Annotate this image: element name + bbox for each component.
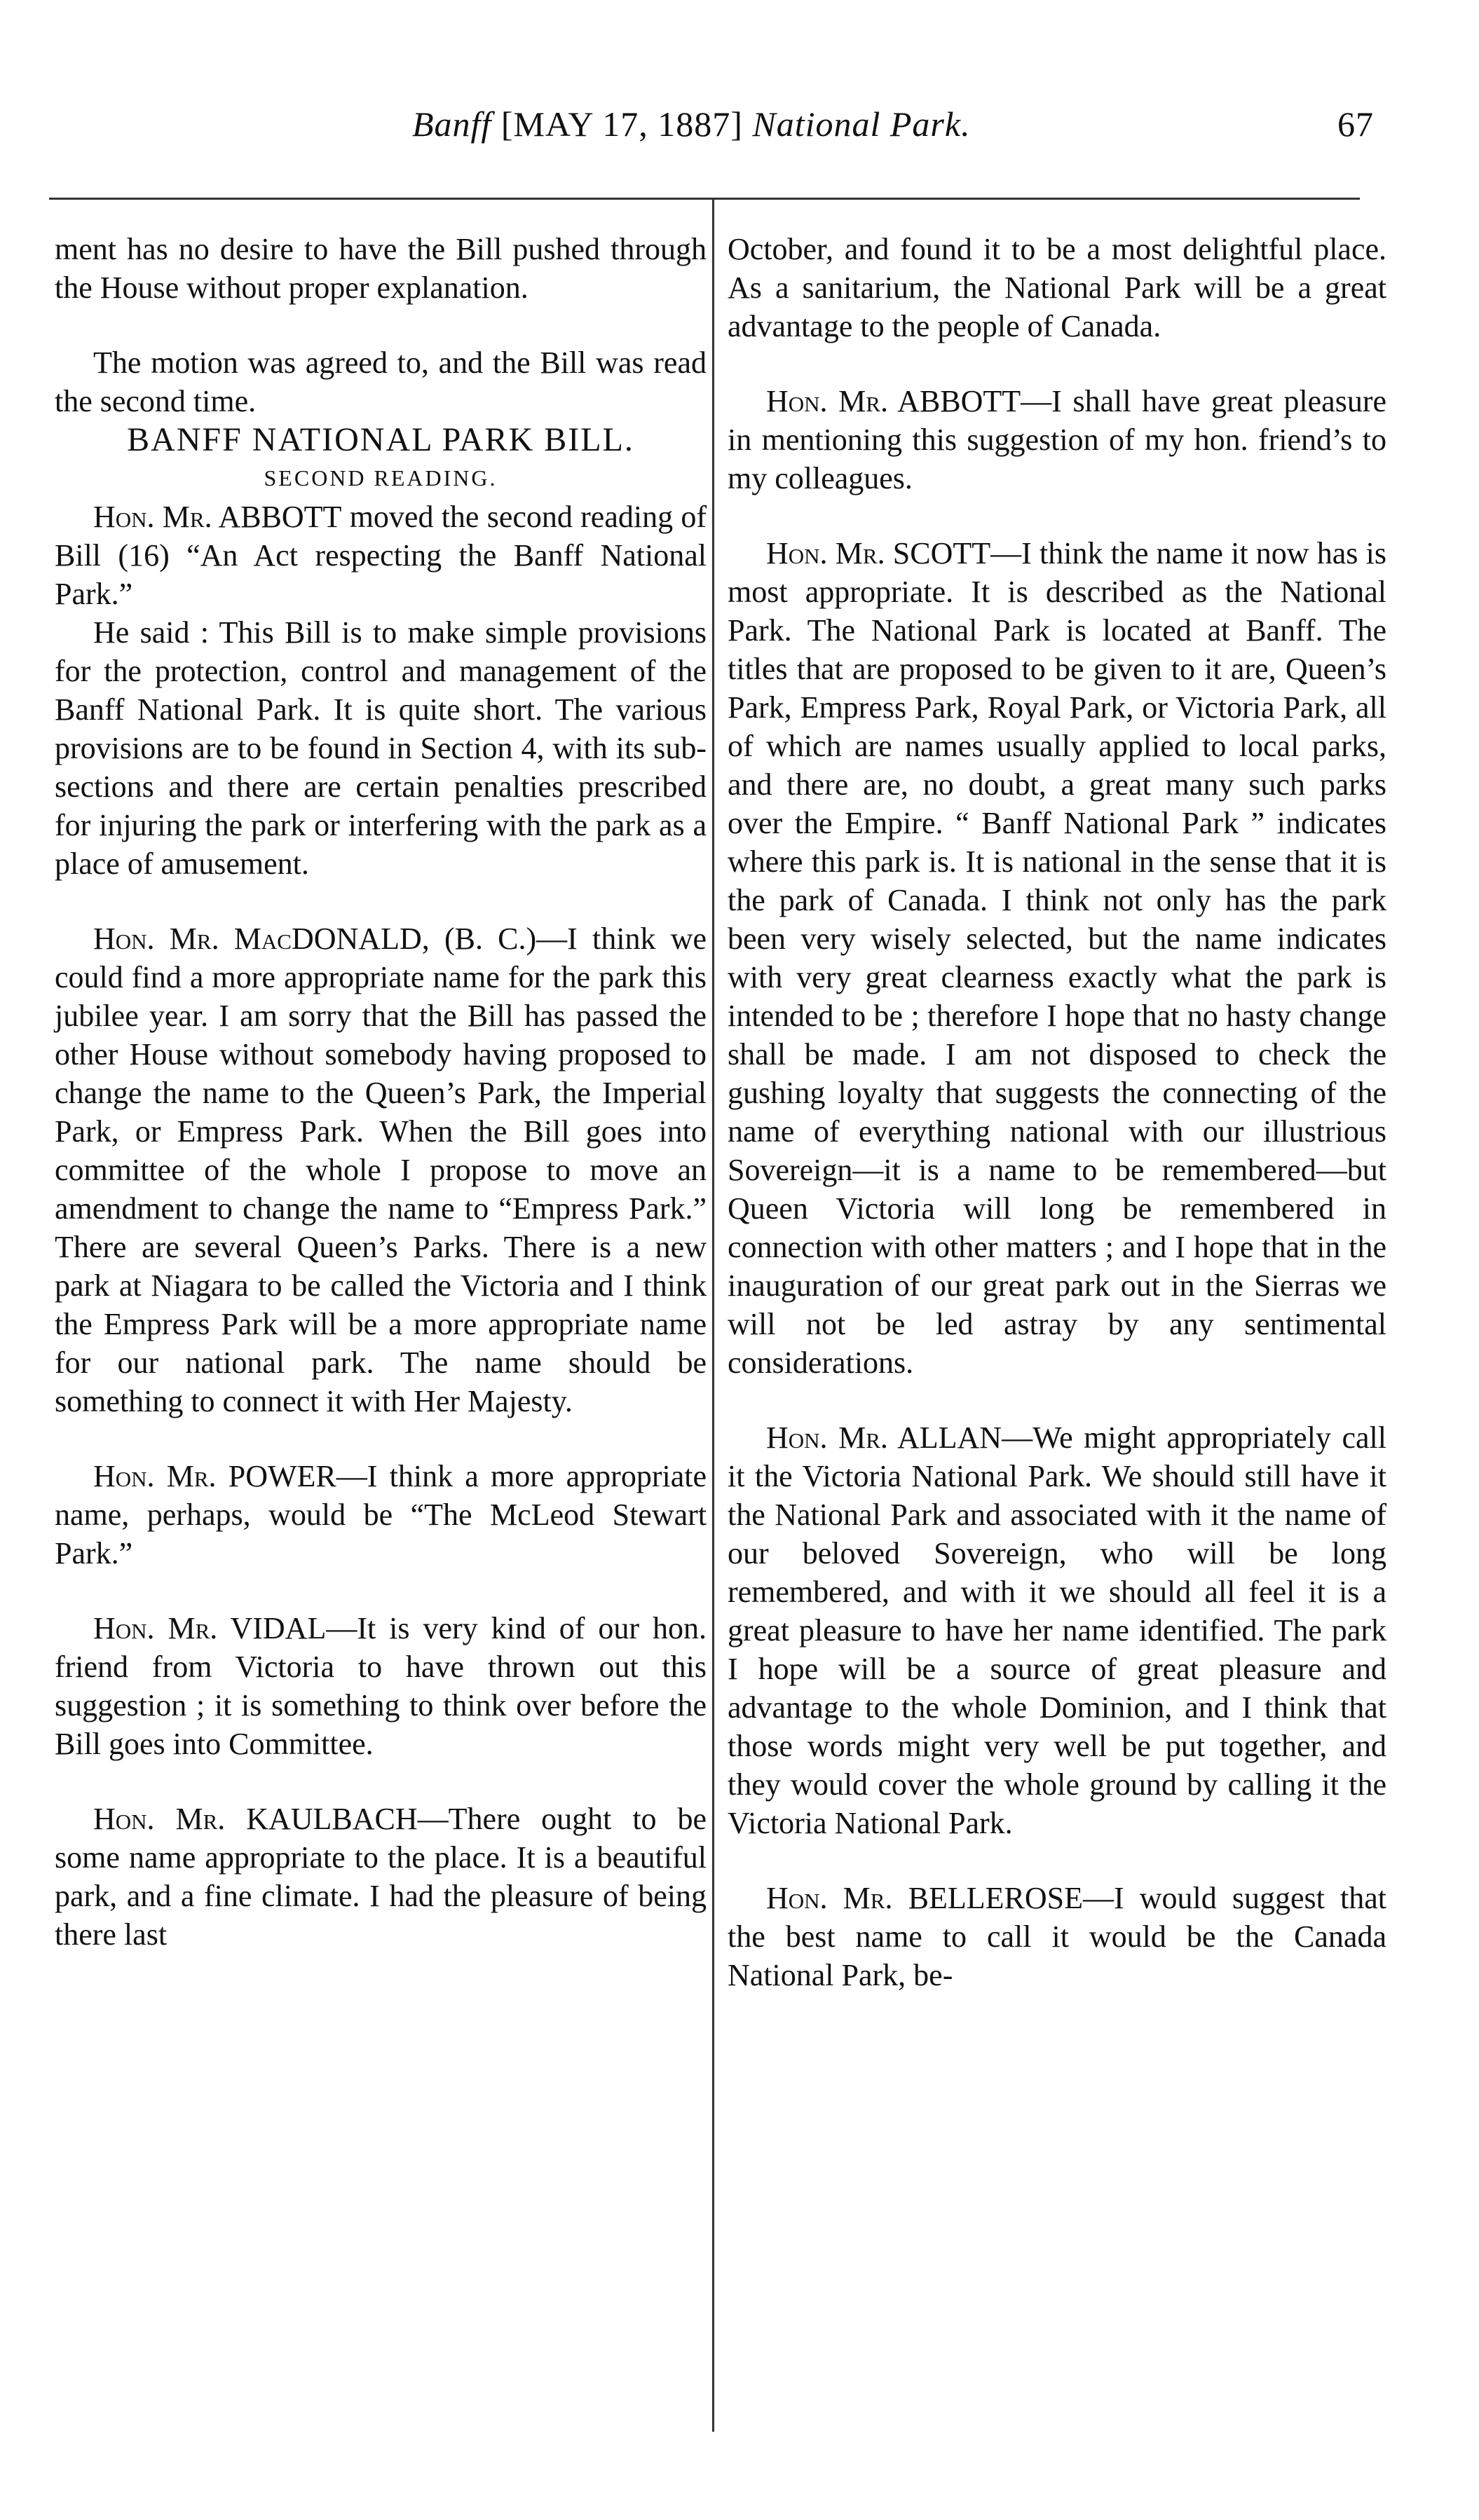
running-head xyxy=(393,104,1374,153)
speech xyxy=(728,1418,1386,1842)
speech xyxy=(55,1457,707,1573)
speech xyxy=(728,534,1386,1382)
header-rule xyxy=(49,198,1360,200)
right-column xyxy=(728,230,1386,1994)
speech-text: —I think we could find a more appropriate name for the park this jubilee year. I am sorry that the Bill has passed the other House without somebody having proposed to change the name to the Queen’s Park, the Imperial Park, or Empress Park. When the Bill goes into committee of the whole I propose to move an amendment to change the name to “Empress Park.” There are several Queen’s Parks. There is a new park at Niagara to be called the Victoria and I think the Empress Park will be a more appropriate name for our national park. The name should be something to connect it with Her Majesty. xyxy=(55,922,707,1418)
paragraph: ment has no desire to have the Bill pushed through the House without proper explanation. xyxy=(55,232,707,305)
speaker-name: Hon. Mr. ABBOTT xyxy=(93,500,342,534)
speech-text: —We might appropriately call it the Victoria National Park. We should still have it the National Park and associated with it the name of our beloved Sovereign, who will be long remembered, and with it we should all feel it is a great pleasure to have her name identified. The park I hope will be a source of great pleasure and advantage to the whole Dominion, and I think that those words might very well be put together, and they would cover the whole ground by calling it the Victoria National Park. xyxy=(728,1420,1386,1840)
speech xyxy=(728,382,1386,498)
speech-text: —I shall have great pleasure in mentioning this suggestion of my hon. friend’s to my colleagues. xyxy=(728,384,1386,495)
section-heading: BANFF NATIONAL PARK BILL. xyxy=(127,421,634,458)
header-date: [MAY 17, 1887] xyxy=(500,104,743,144)
speaker-name: Hon. Mr. MacDONALD, (B. C.) xyxy=(93,922,537,956)
paragraph: The motion was agreed to, and the Bill was read the second time. xyxy=(55,345,707,418)
speech-text: —It is very kind of our hon. friend from Victoria to have thrown out this suggestion ; it is something to think over before the Bill goes into Committee. xyxy=(55,1611,707,1761)
header-title: National Park. xyxy=(752,104,971,144)
speech-text: —I think a more appropriate name, perhaps, would be “The McLeod Stewart Park.” xyxy=(55,1459,707,1570)
paragraph: October, and found it to be a most delightful place. As a sanitarium, the National Park will be a great advantage to the people of Canada. xyxy=(728,232,1386,343)
speech xyxy=(55,919,707,1420)
speaker-name: Hon. Mr. VIDAL xyxy=(93,1611,327,1645)
speaker-name: Hon. Mr. ABBOTT xyxy=(766,384,1021,418)
speech-text: —There ought to be some name appropriate to the place. It is a beautiful park, and a fine climate. I had the pleasure of being there last xyxy=(55,1802,707,1952)
speech-text: moved the second reading of Bill (16) “An Act respecting the Banff National Park.” xyxy=(55,500,707,611)
speech xyxy=(55,1609,707,1763)
speech xyxy=(55,498,707,613)
speaker-name: Hon. Mr. ALLAN xyxy=(766,1420,1002,1455)
speech-text: —I think the name it now has is most appropriate. It is described as the National Park. The National Park is located at Banff. The titles that are proposed to be given to it are, Queen’s Park, Empress Park, Royal Park, or Victoria Park, all of which are names usually applied to local parks, and there are, no doubt, a great many such parks over the Empire. “ Banff National Park ” indicates where this park is. It is national in the sense that it is the park of Canada. I think not only has the park been very wisely selected, but the name indicates with very great clearness exactly what the park is intended to be ; therefore I hope that no hasty change shall be made. I am not disposed to check the gushing loyalty that suggests the connecting of the name of everything national with our illustrious Sovereign—it is a name to be remembered—but Queen Victoria will long be remembered in connection with other matters ; and I hope that in the inauguration of our great park out in the Sierras we will not be led astray by any sentimental considerations. xyxy=(728,536,1386,1380)
speaker-name: Hon. Mr. BELLEROSE xyxy=(766,1881,1083,1915)
speech xyxy=(728,1879,1386,1994)
left-column xyxy=(55,230,707,1954)
paragraph: He said : This Bill is to make simple provisions for the protection, control and management of the Banff National Park. It is quite short. The various provisions are to be found in Section 4, with its sub-sections and there are certain penalties prescribed for injuring the park or interfering with the park as a place of amusement. xyxy=(55,615,707,881)
speech-text: —I would suggest that the best name to call it would be the Canada National Park, be- xyxy=(728,1881,1386,1992)
running-head-title xyxy=(412,104,971,144)
column-divider xyxy=(712,198,714,2432)
section-subheading: SECOND READING. xyxy=(264,465,498,491)
header-place: Banff xyxy=(412,104,492,144)
speaker-name: Hon. Mr. SCOTT xyxy=(766,536,991,570)
speech xyxy=(55,1800,707,1954)
speaker-name: Hon. Mr. KAULBACH xyxy=(93,1802,418,1836)
page-number: 67 xyxy=(1337,104,1374,144)
speaker-name: Hon. Mr. POWER xyxy=(93,1459,336,1493)
